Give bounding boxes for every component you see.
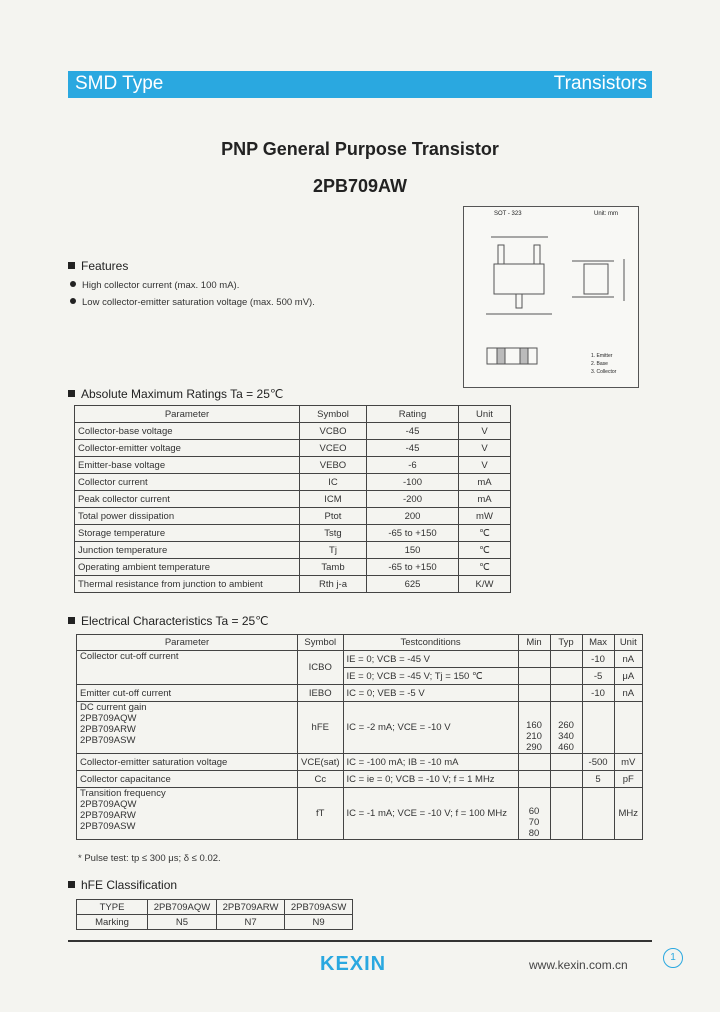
table-row bbox=[77, 915, 353, 930]
cell bbox=[582, 702, 614, 754]
cell: IC = -2 mA; VCE = -10 V bbox=[343, 702, 518, 754]
cell-line: 2PB709AQW bbox=[80, 799, 137, 810]
cell: 5 bbox=[582, 771, 614, 788]
cell-line: DC current gain bbox=[80, 702, 147, 713]
cell bbox=[77, 788, 298, 840]
hfe-heading bbox=[68, 878, 177, 892]
package-drawing bbox=[463, 206, 639, 388]
col-min: Min bbox=[518, 635, 550, 651]
cell: VCE(sat) bbox=[298, 754, 344, 771]
cell: Tj bbox=[300, 542, 367, 559]
table-row bbox=[75, 457, 511, 474]
col-parameter: Parameter bbox=[75, 406, 300, 423]
cell: ICM bbox=[300, 491, 367, 508]
cell bbox=[518, 788, 550, 840]
cell: nA bbox=[614, 651, 642, 668]
pulse-note: * Pulse test: tp ≤ 300 μs; δ ≤ 0.02. bbox=[78, 853, 221, 864]
cell bbox=[550, 771, 582, 788]
cell: Total power dissipation bbox=[75, 508, 300, 525]
cell: nA bbox=[614, 685, 642, 702]
cell: IC = ie = 0; VCB = -10 V; f = 1 MHz bbox=[343, 771, 518, 788]
cell: VCEO bbox=[300, 440, 367, 457]
elec-heading bbox=[68, 614, 269, 628]
feature-item bbox=[70, 280, 239, 291]
cell: Collector-emitter voltage bbox=[75, 440, 300, 457]
table-row bbox=[75, 542, 511, 559]
cell bbox=[550, 651, 582, 668]
cell: -100 bbox=[367, 474, 459, 491]
cell: 625 bbox=[367, 576, 459, 593]
cell: N7 bbox=[216, 915, 284, 930]
cell: TYPE bbox=[77, 900, 148, 915]
cell: IEBO bbox=[298, 685, 344, 702]
cell: Ptot bbox=[300, 508, 367, 525]
cell: Thermal resistance from junction to ambient bbox=[75, 576, 300, 593]
cell: IC = -1 mA; VCE = -10 V; f = 100 MHz bbox=[343, 788, 518, 840]
cell-line: 70 bbox=[528, 817, 540, 828]
cell-line: 260 bbox=[558, 720, 574, 731]
header-banner bbox=[68, 71, 652, 98]
cell: fT bbox=[298, 788, 344, 840]
cell-line: 80 bbox=[528, 828, 540, 839]
cell: IE = 0; VCB = -45 V; Tj = 150 ℃ bbox=[343, 668, 518, 685]
cell: V bbox=[459, 457, 511, 474]
table-row bbox=[77, 754, 643, 771]
cell bbox=[518, 651, 550, 668]
col-unit: Unit bbox=[459, 406, 511, 423]
part-number: 2PB709AW bbox=[312, 176, 408, 196]
cell-line: 2PB709ARW bbox=[80, 810, 136, 821]
cell: V bbox=[459, 423, 511, 440]
col-typ: Typ bbox=[550, 635, 582, 651]
features-heading bbox=[68, 259, 128, 273]
cell: -6 bbox=[367, 457, 459, 474]
bullet-icon bbox=[70, 298, 76, 304]
hfe-heading-text: hFE Classification bbox=[81, 878, 178, 892]
cell: N5 bbox=[148, 915, 217, 930]
cell: VCBO bbox=[300, 423, 367, 440]
cell: IC = -100 mA; IB = -10 mA bbox=[343, 754, 518, 771]
feature-item bbox=[70, 297, 315, 308]
table-row bbox=[77, 788, 643, 840]
cell: Storage temperature bbox=[75, 525, 300, 542]
cell: IC bbox=[300, 474, 367, 491]
cell-line: 2PB709ASW bbox=[80, 821, 136, 832]
col-max: Max bbox=[582, 635, 614, 651]
cell: Collector-emitter saturation voltage bbox=[77, 754, 298, 771]
cell: Collector cut-off current bbox=[77, 651, 298, 685]
kexin-logo: KEXIN bbox=[320, 953, 387, 975]
cell: ℃ bbox=[459, 525, 511, 542]
cell: N9 bbox=[285, 915, 353, 930]
abs-heading-text: Absolute Maximum Ratings Ta = 25℃ bbox=[81, 387, 284, 401]
footer-divider bbox=[68, 940, 652, 942]
cell-line: 2PB709ARW bbox=[80, 724, 136, 735]
cell bbox=[518, 771, 550, 788]
cell: -65 to +150 bbox=[367, 559, 459, 576]
cell bbox=[582, 788, 614, 840]
cell: Marking bbox=[77, 915, 148, 930]
cell: -10 bbox=[582, 651, 614, 668]
col-unit: Unit bbox=[614, 635, 642, 651]
cell: -10 bbox=[582, 685, 614, 702]
cell: -45 bbox=[367, 440, 459, 457]
cell bbox=[550, 788, 582, 840]
cell: mA bbox=[459, 491, 511, 508]
table-row bbox=[77, 685, 643, 702]
header-right: Transistors bbox=[553, 73, 647, 94]
table-header-row bbox=[75, 406, 511, 423]
package-side-svg bbox=[482, 342, 562, 372]
cell: Collector current bbox=[75, 474, 300, 491]
abs-ratings-table bbox=[74, 405, 511, 593]
table-row bbox=[77, 651, 643, 668]
cell bbox=[77, 702, 298, 754]
package-units: Unit: mm bbox=[594, 211, 618, 217]
cell: IE = 0; VCB = -45 V bbox=[343, 651, 518, 668]
cell bbox=[614, 702, 642, 754]
cell: ℃ bbox=[459, 559, 511, 576]
col-testconditions: Testconditions bbox=[343, 635, 518, 651]
cell bbox=[518, 702, 550, 754]
table-row bbox=[77, 900, 353, 915]
cell bbox=[550, 754, 582, 771]
cell bbox=[550, 668, 582, 685]
square-bullet-icon bbox=[68, 262, 75, 269]
features-heading-text: Features bbox=[81, 259, 129, 273]
table-row bbox=[75, 423, 511, 440]
cell-line: 210 bbox=[526, 731, 542, 742]
square-bullet-icon bbox=[68, 881, 75, 888]
cell: -200 bbox=[367, 491, 459, 508]
cell-line: 160 bbox=[526, 720, 542, 731]
cell: mV bbox=[614, 754, 642, 771]
cell-line: Transition frequency bbox=[80, 788, 166, 799]
col-symbol: Symbol bbox=[298, 635, 344, 651]
cell: 2PB709AQW bbox=[148, 900, 217, 915]
cell bbox=[518, 668, 550, 685]
cell: Rth j-a bbox=[300, 576, 367, 593]
col-symbol: Symbol bbox=[300, 406, 367, 423]
table-row bbox=[75, 525, 511, 542]
footer-url[interactable]: www.kexin.com.cn bbox=[529, 958, 628, 972]
cell: -65 to +150 bbox=[367, 525, 459, 542]
cell: pF bbox=[614, 771, 642, 788]
feature-text: Low collector-emitter saturation voltage (max. 500 mV). bbox=[82, 297, 315, 308]
bullet-icon bbox=[70, 281, 76, 287]
feature-text: High collector current (max. 100 mA). bbox=[82, 280, 240, 291]
col-rating: Rating bbox=[367, 406, 459, 423]
table-row bbox=[75, 474, 511, 491]
package-name: SOT - 323 bbox=[494, 211, 522, 217]
cell bbox=[550, 702, 582, 754]
cell: VEBO bbox=[300, 457, 367, 474]
cell: -45 bbox=[367, 423, 459, 440]
table-row bbox=[75, 576, 511, 593]
square-bullet-icon bbox=[68, 617, 75, 624]
cell: Emitter-base voltage bbox=[75, 457, 300, 474]
table-row bbox=[77, 771, 643, 788]
cell: hFE bbox=[298, 702, 344, 754]
cell: Tstg bbox=[300, 525, 367, 542]
cell: 2PB709ARW bbox=[216, 900, 284, 915]
cell: Tamb bbox=[300, 559, 367, 576]
cell: Junction temperature bbox=[75, 542, 300, 559]
table-header-row bbox=[77, 635, 643, 651]
cell: Cc bbox=[298, 771, 344, 788]
cell-line: 290 bbox=[526, 742, 542, 753]
cell-line: 60 bbox=[528, 806, 540, 817]
package-legend bbox=[591, 352, 616, 376]
cell: ICBO bbox=[298, 651, 344, 685]
header-left: SMD Type bbox=[75, 73, 164, 94]
cell: Collector capacitance bbox=[77, 771, 298, 788]
table-row bbox=[75, 508, 511, 525]
cell bbox=[518, 685, 550, 702]
table-row bbox=[75, 559, 511, 576]
cell: Emitter cut-off current bbox=[77, 685, 298, 702]
cell-line: 2PB709AQW bbox=[80, 713, 137, 724]
cell: 2PB709ASW bbox=[285, 900, 353, 915]
cell: mA bbox=[459, 474, 511, 491]
cell: ℃ bbox=[459, 542, 511, 559]
package-outline-svg bbox=[464, 219, 638, 349]
cell bbox=[518, 754, 550, 771]
cell: 200 bbox=[367, 508, 459, 525]
square-bullet-icon bbox=[68, 390, 75, 397]
table-row bbox=[75, 491, 511, 508]
elec-char-table bbox=[76, 634, 643, 840]
cell: V bbox=[459, 440, 511, 457]
cell: Operating ambient temperature bbox=[75, 559, 300, 576]
cell: μA bbox=[614, 668, 642, 685]
cell bbox=[550, 685, 582, 702]
cell-line: 2PB709ASW bbox=[80, 735, 136, 746]
hfe-table bbox=[76, 899, 353, 930]
abs-heading bbox=[68, 387, 283, 401]
package-legend-3: 3. Collector bbox=[591, 369, 617, 375]
cell: Peak collector current bbox=[75, 491, 300, 508]
cell: MHz bbox=[614, 788, 642, 840]
cell-line: 340 bbox=[558, 731, 574, 742]
cell: 150 bbox=[367, 542, 459, 559]
col-parameter: Parameter bbox=[77, 635, 298, 651]
page-number: 1 bbox=[663, 948, 683, 968]
cell: Collector-base voltage bbox=[75, 423, 300, 440]
cell: K/W bbox=[459, 576, 511, 593]
table-row bbox=[75, 440, 511, 457]
package-legend-2: 2. Base bbox=[591, 361, 608, 367]
cell: mW bbox=[459, 508, 511, 525]
cell: IC = 0; VEB = -5 V bbox=[343, 685, 518, 702]
cell-line: 460 bbox=[558, 742, 574, 753]
cell: -5 bbox=[582, 668, 614, 685]
cell: -500 bbox=[582, 754, 614, 771]
elec-heading-text: Electrical Characteristics Ta = 25℃ bbox=[81, 614, 269, 628]
table-row bbox=[77, 702, 643, 754]
package-legend-1: 1. Emitter bbox=[591, 353, 613, 359]
page-title: PNP General Purpose Transistor bbox=[221, 139, 499, 159]
